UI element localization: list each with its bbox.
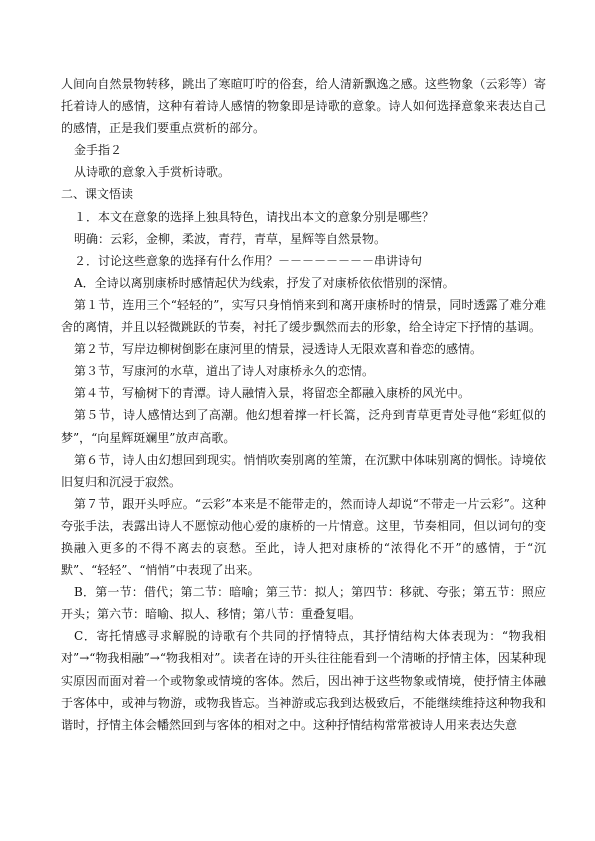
- document-body: [61, 73, 546, 736]
- stanza-7-analysis: 第７节，跟开头呼应。“云彩”本来是不能带走的，然而诗人却说“不带走一片云彩”。这种夸张手法，表露出诗人不愿惊动他心爱的康桥的一片情意。这里，节奏相同，但以词句的变换融入更多的不得不离去的哀愁。至此，诗人把对康桥的“浓得化不开”的感情，于“沉默”、“轻轻”、“悄悄”中表现了出来。: [61, 496, 546, 578]
- stanza-5-analysis: 第５节，诗人感情达到了高潮。他幻想着撑一杆长篙，泛舟到青草更青处寻他“彩虹似的梦”，“向星辉斑斓里”放声高歌。: [61, 408, 546, 445]
- stanza-6-analysis: 第６节，诗人由幻想回到现实。悄悄吹奏别离的笙箫，在沉默中体味别离的惆怅。诗境依旧复归和沉浸于寂然。: [61, 452, 546, 489]
- point-b-rhetoric: B．第一节：借代；第二节：暗喻；第三节：拟人；第四节：移就、夸张；第五节：照应开头；第六节：暗喻、拟人、移情；第八节：重叠复唱。: [61, 585, 546, 622]
- paragraph-method: 从诗歌的意象入手赏析诗歌。: [74, 165, 231, 180]
- question-2: ２．讨论这些意象的选择有什么作用？－－－－－－－－串讲诗句: [74, 253, 423, 268]
- section-heading-golden-finger-2: 金手指２: [74, 143, 123, 158]
- section-heading-text-reading: 二、课文悟读: [61, 187, 134, 202]
- paragraph-intro: 人间向自然景物转移，跳出了寒暄叮咛的俗套，给人清新飘逸之感。这些物象（云彩等）寄托着诗人的感情，这种有着诗人感情的物象即是诗歌的意象。诗人如何选择意象来表达自己的感情，正是我们要重点赏析的部分。: [61, 77, 546, 136]
- stanza-2-analysis: 第２节，写岸边柳树倒影在康河里的情景，浸透诗人无限欢喜和眷恋的感情。: [74, 342, 483, 357]
- point-a: A．全诗以离别康桥时感情起伏为线索，抒发了对康桥依依惜别的深情。: [74, 275, 455, 290]
- stanza-1-analysis: 第１节，连用三个“轻轻的”，实写只身悄悄来到和离开康桥时的情景，同时透露了难分难舍的离情，并且以轻微跳跃的节奏，衬托了缓步飘然而去的形象，给全诗定下抒情的基调。: [61, 297, 546, 335]
- point-c-structure: C．寄托情感寻求解脱的诗歌有个共同的抒情特点，其抒情结构大体表现为：“物我相对”→“物我相融”→“物我相对”。读者在诗的开头往往能看到一个清晰的抒情主体，因某种现实原因而面对着一个或物象或情境的客体。然后，因出神于这些物象或情境，使抒情主体融于客体中，或神与物游，或物我皆忘。当神游或忘我到达极致后，不能继续维持这种物我和谐时，抒情主体会幡然回到与客体的相对之中。这种抒情结构常常被诗人用来表达失意: [61, 629, 546, 732]
- stanza-4-analysis: 第４节，写榆树下的青潭。诗人融情入景，将留恋全都融入康桥的风光中。: [74, 386, 471, 401]
- stanza-3-analysis: 第３节，写康河的水草，道出了诗人对康桥永久的恋情。: [74, 364, 375, 379]
- question-1: １．本文在意象的选择上独具特色，请找出本文的意象分别是哪些？: [74, 209, 435, 224]
- answer-1: 明确：云彩，金柳，柔波，青荇，青草，星辉等自然景物。: [74, 231, 387, 246]
